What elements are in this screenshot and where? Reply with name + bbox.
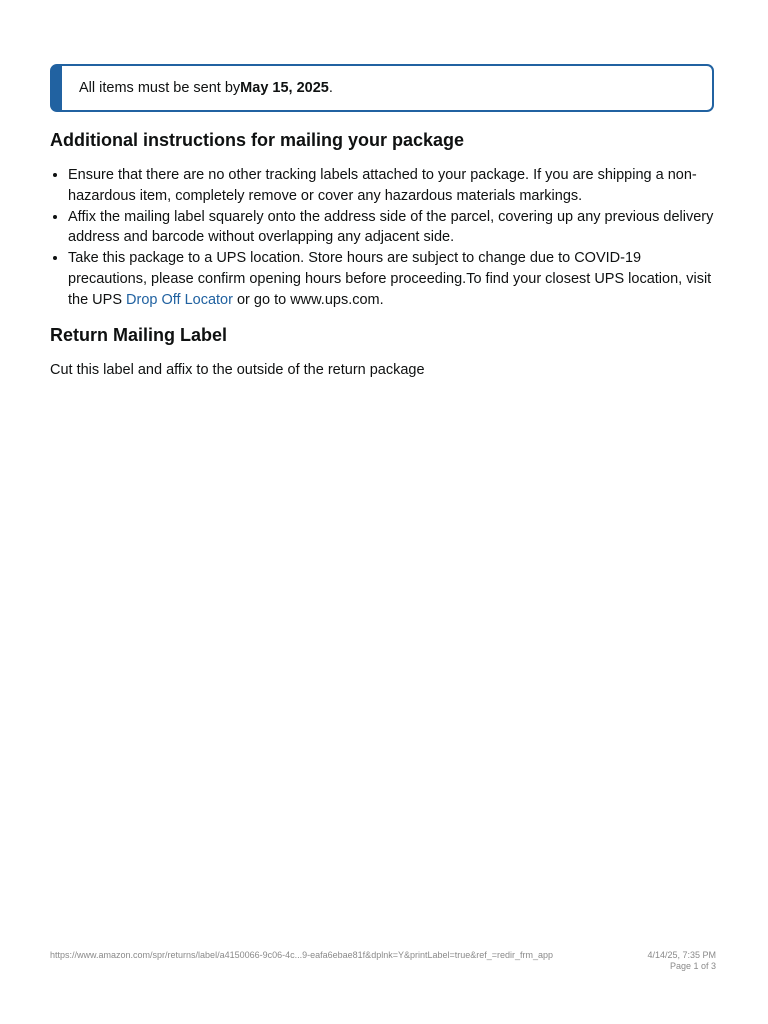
footer-datetime: 4/14/25, 7:35 PM (647, 950, 716, 960)
footer-url: https://www.amazon.com/spr/returns/label/a4150066-9c06-4c...9-eafa6ebae81f&dplnk=Y&printLabel=true&ref_=redir_frm_app (50, 950, 554, 960)
drop-off-locator-link[interactable]: Drop Off Locator (126, 291, 233, 308)
ups-text-before: Take this package to a UPS location. Store hours are subject to change due to COVID-19 precautions, please confirm opening hours before proceeding.To find your closest UPS location, visit the UPS (68, 250, 712, 308)
footer-page-number: Page 1 of 3 (669, 961, 716, 971)
cut-label-instruction: Cut this label and affix to the outside of the return package (50, 362, 425, 378)
list-item (68, 248, 720, 310)
footer-meta (647, 950, 716, 972)
alert-date: May 15, 2025 (240, 80, 329, 96)
alert-suffix: . (328, 80, 333, 96)
ship-by-alert (50, 64, 714, 112)
list-item: • Ensure that there are no other tracking labels attached to your package. If you are shipping a non-hazardous item, completely remove or cover any hazardous materials markings. (68, 165, 720, 207)
return-mailing-label-heading: Return Mailing Label (50, 325, 228, 345)
list-item: • Affix the mailing label squarely onto the address side of the parcel, covering up any previous delivery address and barcode without overlapping any adjacent side. (68, 207, 720, 249)
additional-instructions-heading: Additional instructions for mailing your package (50, 130, 465, 150)
instructions-list (50, 165, 720, 311)
alert-prefix: All items must be sent by (79, 80, 241, 96)
ups-text-after: or go to www.ups.com. (232, 291, 384, 308)
